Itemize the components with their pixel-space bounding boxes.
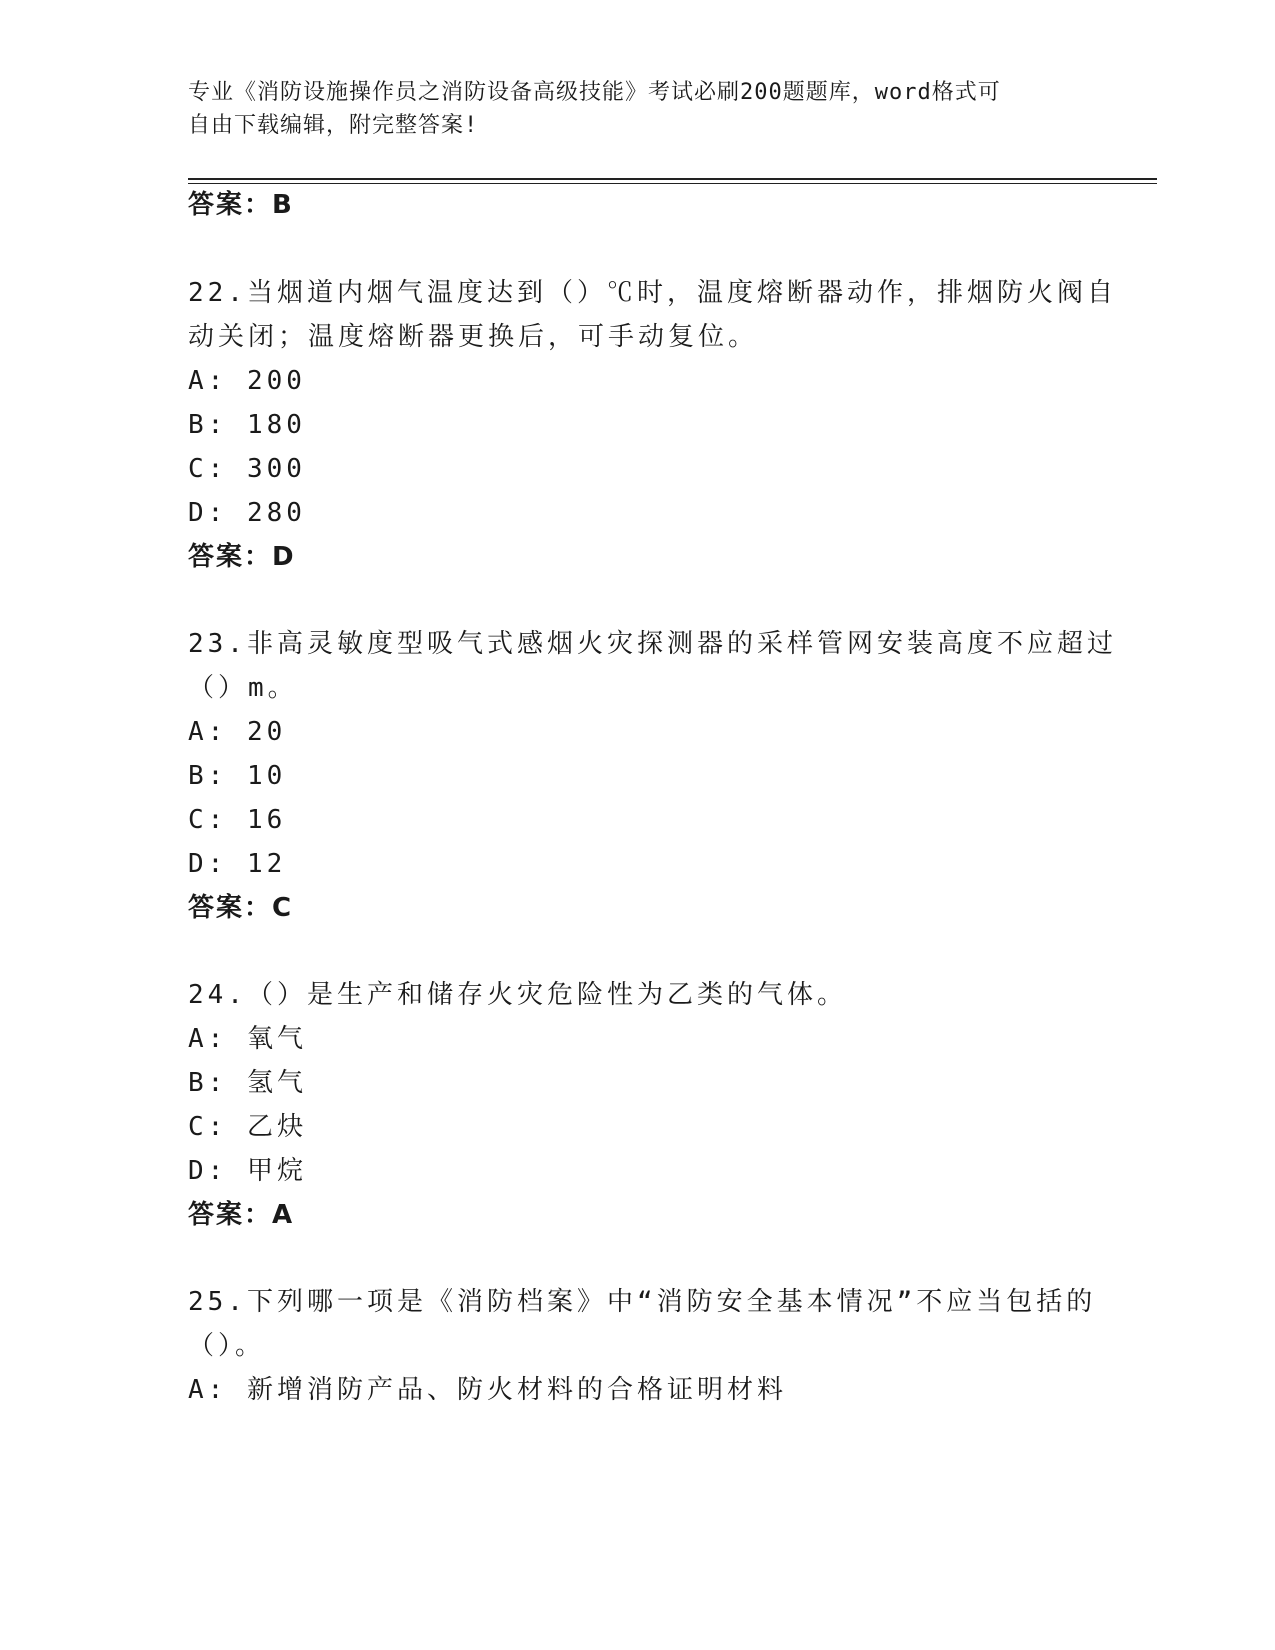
option-b: B: 10 [188,761,287,791]
option-c: C: 300 [188,454,306,484]
question-stem: 25.下列哪一项是《消防档案》中“消防安全基本情况”不应当包括的 [188,1287,1097,1317]
option-c: C: 16 [188,805,287,835]
option-b: B: 180 [188,410,306,440]
option-d: D: 12 [188,849,287,879]
question-stem: 24.（）是生产和储存火灾危险性为乙类的气体。 [188,980,847,1010]
option-a: A: 200 [188,366,306,396]
header-rule-thin [188,183,1157,184]
header-rule-thick [188,178,1157,180]
option-a: A: 20 [188,717,287,747]
page-header [188,76,1068,142]
option-a: A: 氧气 [188,1024,307,1054]
question-stem: 22.当烟道内烟气温度达到（）℃时，温度熔断器动作，排烟防火阀自 [188,278,1117,308]
option-d: D: 280 [188,498,306,528]
option-a: A: 新增消防产品、防火材料的合格证明材料 [188,1375,787,1405]
option-c: C: 乙炔 [188,1112,307,1142]
question-stem: （）m。 [188,673,298,703]
question-stem: 23.非高灵敏度型吸气式感烟火灾探测器的采样管网安装高度不应超过 [188,629,1117,659]
question-stem: 动关闭；温度熔断器更换后，可手动复位。 [188,322,759,352]
answer: 答案：C [188,893,294,923]
question-stem: （）。 [188,1331,266,1361]
header-line-2: 自由下载编辑，附完整答案! [188,113,479,138]
previous-answer: 答案：B [188,190,294,220]
option-b: B: 氢气 [188,1068,307,1098]
answer: 答案：A [188,1200,295,1230]
option-d: D: 甲烷 [188,1156,307,1186]
answer: 答案：D [188,542,296,572]
header-line-1: 专业《消防设施操作员之消防设备高级技能》考试必刷200题题库，word格式可 [188,80,1001,105]
